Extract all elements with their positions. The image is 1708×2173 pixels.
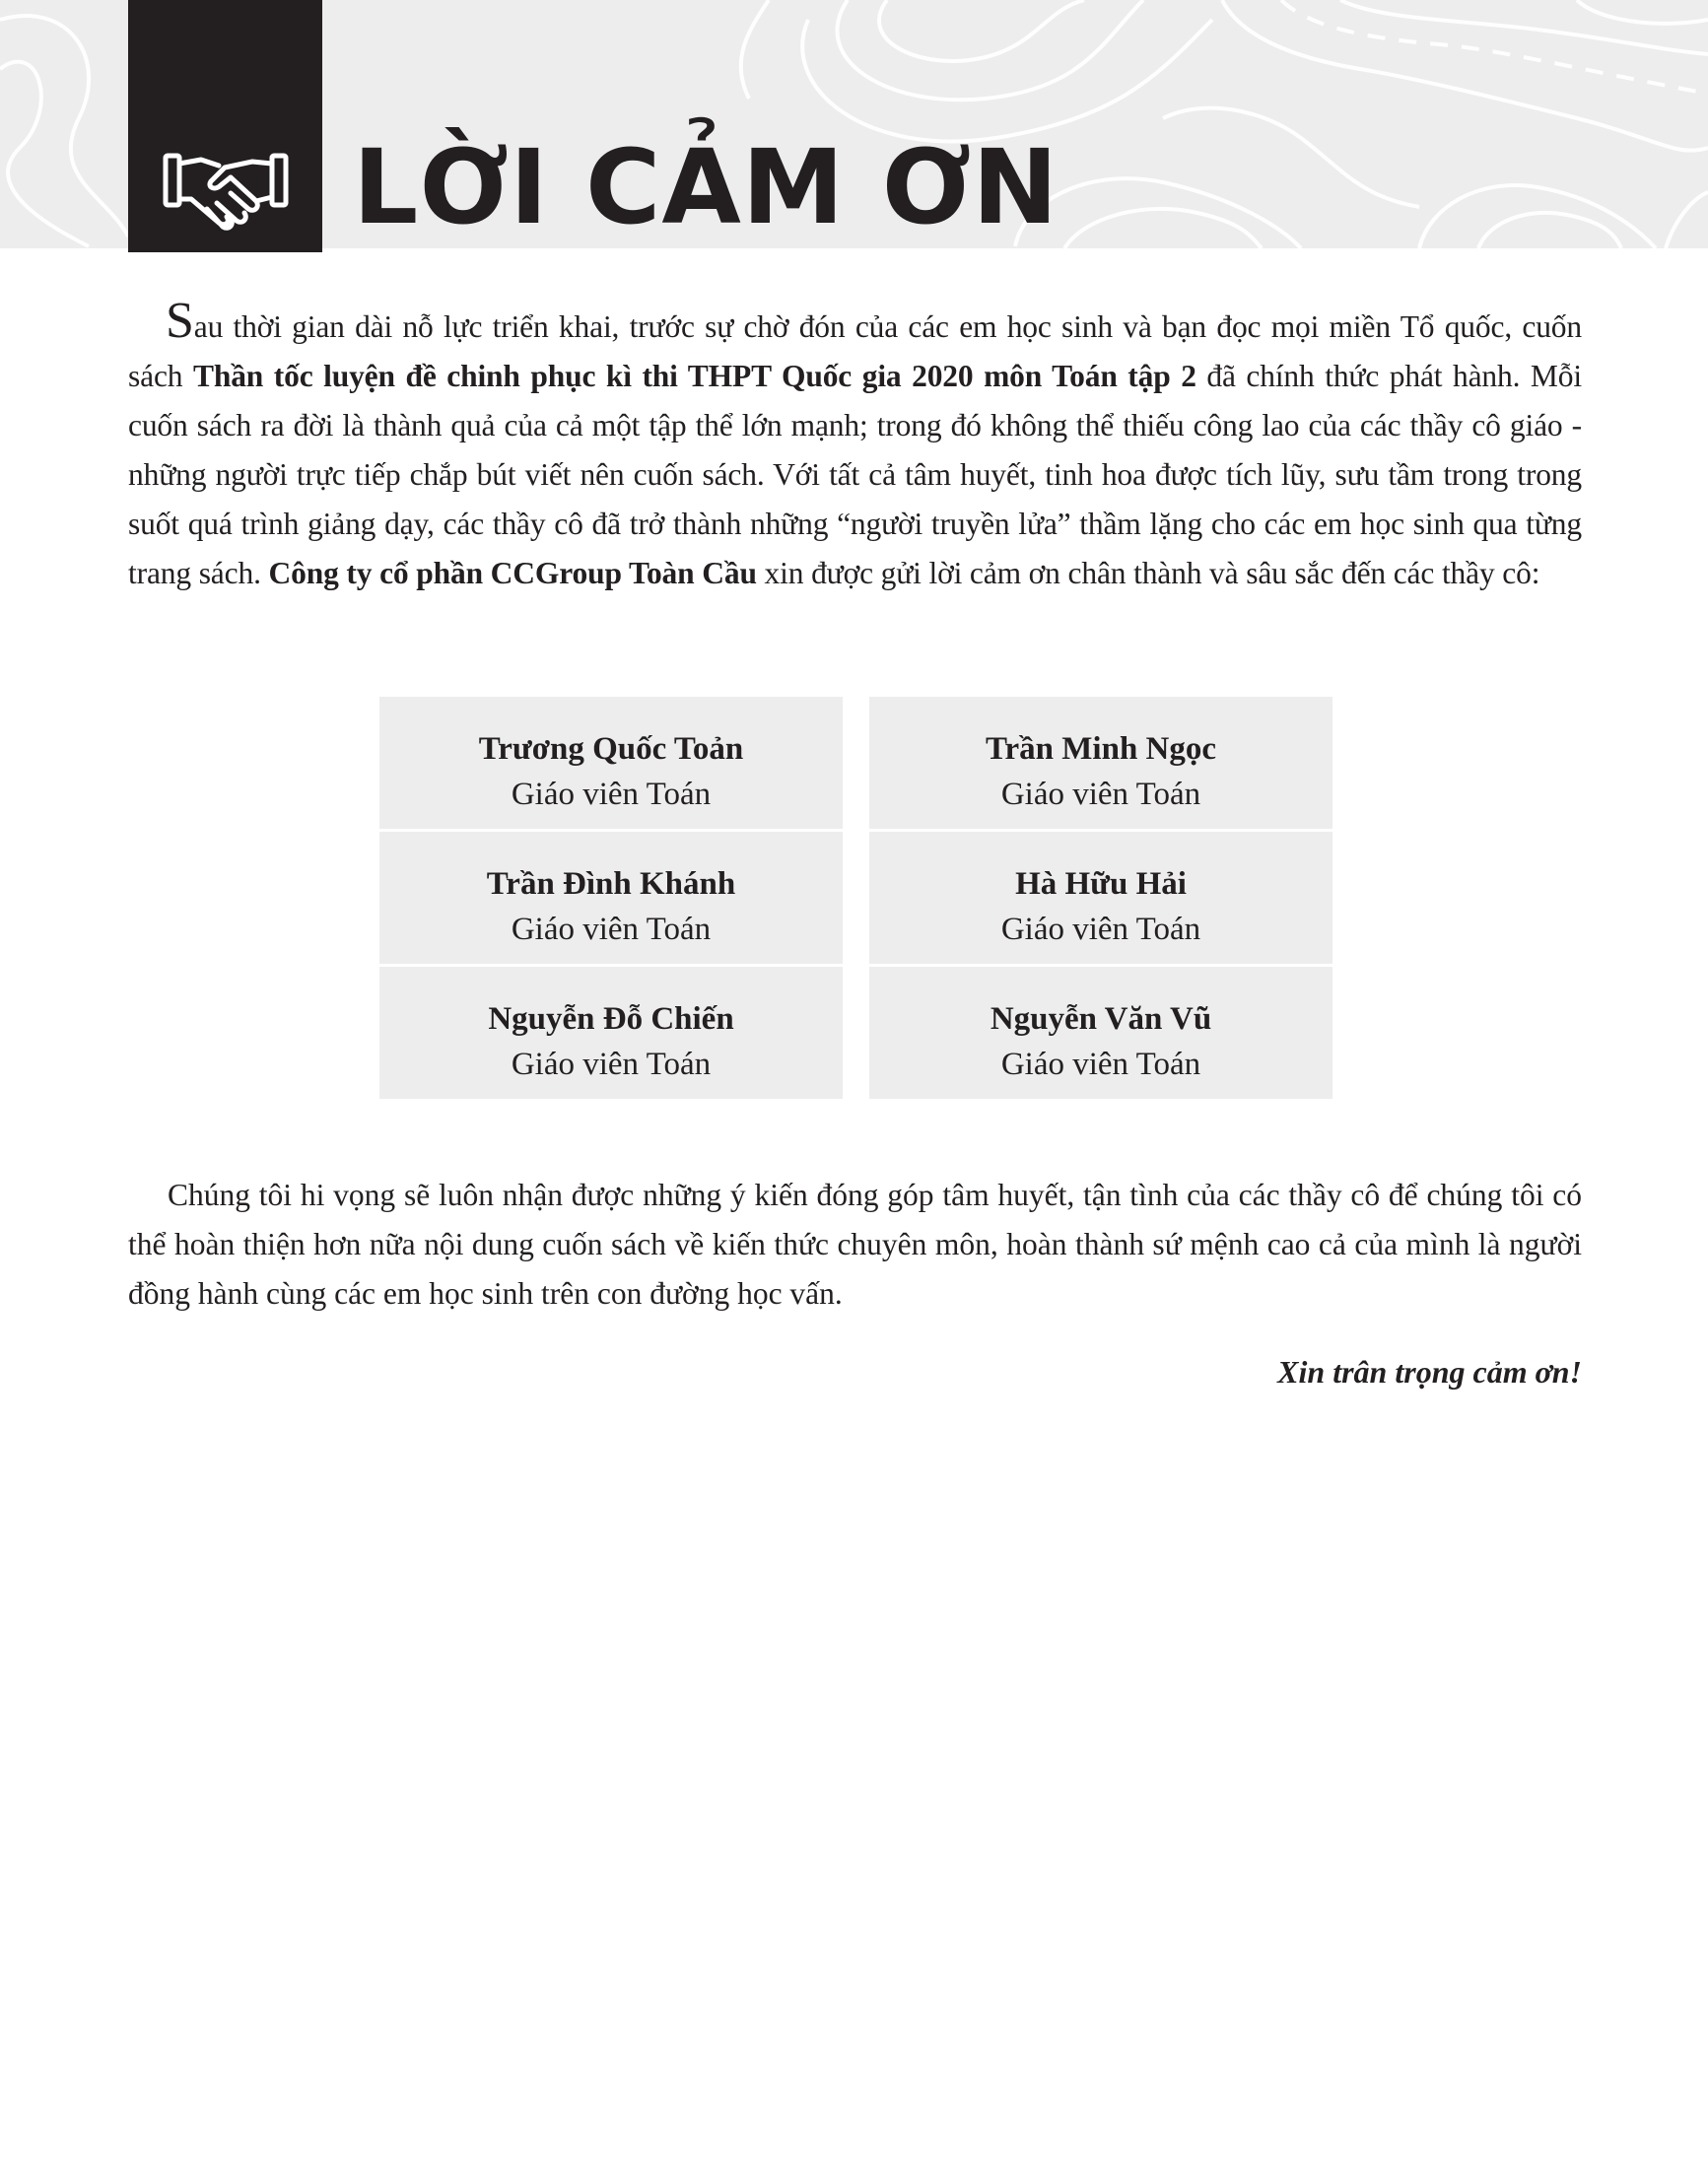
teacher-card: [379, 967, 843, 1099]
intro-paragraph: [128, 293, 1582, 598]
teacher-role: Giáo viên Toán: [511, 777, 712, 812]
intro-text-2: đã chính thức phát hành. Mỗi cuốn sách ra đời là thành quả của cả một tập thể lớn mạnh; trong đó không thể thiếu công lao của các thầy cô giáo - những người trực tiếp chắp bút viết nên cuốn sách. Với tất cả tâm huyết, tinh hoa được tích lũy, sưu tầm trong trong suốt quá trình giảng dạy, các thầy cô đã trở thành những “người truyền lửa” thầm lặng cho các em học sinh qua từng trang sách.: [128, 359, 1582, 590]
company-name: Công ty cổ phần CCGroup Toàn Cầu: [268, 556, 757, 590]
teacher-card: [869, 967, 1332, 1099]
intro-text-1: au thời gian dài nỗ lực triển khai, trước sự chờ đón của các em học sinh và bạn đọc mọi miền Tổ quốc, cuốn sách: [128, 309, 1582, 393]
teacher-role: Giáo viên Toán: [1000, 1047, 1201, 1082]
teacher-name: Nguyễn Đỗ Chiến: [488, 1001, 734, 1037]
teacher-role: Giáo viên Toán: [1000, 912, 1201, 947]
teacher-name: Trần Minh Ngọc: [985, 731, 1217, 767]
teacher-role: Giáo viên Toán: [511, 912, 712, 947]
teacher-name: Trần Đình Khánh: [486, 866, 736, 902]
drop-cap: S: [166, 293, 194, 349]
page-title: LỜI CẢM ƠN: [353, 127, 1059, 247]
teacher-card: [869, 697, 1332, 829]
teacher-name: Nguyễn Văn Vũ: [990, 1001, 1212, 1037]
teacher-name: Hà Hữu Hải: [1015, 866, 1187, 902]
signoff: Xin trân trọng cảm ơn!: [1277, 1354, 1582, 1390]
teacher-grid: [379, 697, 1332, 1099]
teacher-card: [379, 832, 843, 964]
intro-text-3: xin được gửi lời cảm ơn chân thành và sâu sắc đến các thầy cô:: [756, 556, 1540, 590]
title-icon-block: [128, 0, 322, 252]
closing-paragraph: Chúng tôi hi vọng sẽ luôn nhận được những ý kiến đóng góp tâm huyết, tận tình của các thầy cô để chúng tôi có thể hoàn thiện hơn nữa nội dung cuốn sách về kiến thức chuyên môn, hoàn thành sứ mệnh cao cả của mình là người đồng hành cùng các em học sinh trên con đường học vấn.: [128, 1178, 1582, 1311]
teacher-role: Giáo viên Toán: [511, 1047, 712, 1082]
teacher-card: [379, 697, 843, 829]
teacher-name: Trương Quốc Toản: [478, 731, 744, 767]
book-title: Thần tốc luyện đề chinh phục kì thi THPT Quốc gia 2020 môn Toán tập 2: [192, 359, 1196, 393]
handshake-icon: [162, 148, 290, 237]
teacher-role: Giáo viên Toán: [1000, 777, 1201, 812]
teacher-card: [869, 832, 1332, 964]
